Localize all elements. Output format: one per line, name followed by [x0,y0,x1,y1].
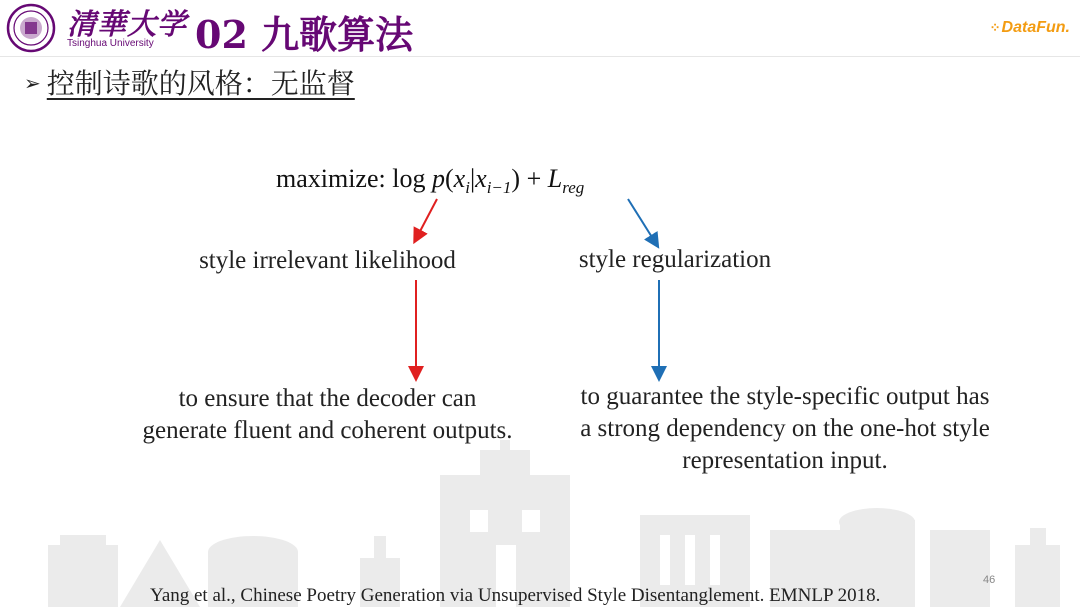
regularization-label: style regularization [578,246,772,273]
blue-diagonal-arrow [628,199,655,242]
arrow-bullet-icon: ➢ [24,71,41,95]
section-heading-text: 控制诗歌的风格：无监督 [46,67,355,100]
formula-L: L [547,164,563,193]
likelihood-description [110,383,545,447]
formula-sub-i: i [465,178,470,198]
formula-close-paren: ) [511,164,521,193]
likelihood-description-line2: generate fluent and coherent outputs. [142,417,513,444]
formula-x-prev: x [475,164,487,193]
page-number: 46 [983,574,996,586]
formula-sub-reg: reg [562,178,585,198]
formula-sub-i-minus-1: i−1 [486,178,512,198]
brand-text: DataFun. [1001,19,1070,36]
formula-bar: | [469,164,476,193]
regularization-description-line2: a strong dependency on the one-hot style [580,415,990,442]
likelihood-label: style irrelevant likelihood [199,247,456,274]
formula-log: log [392,164,426,193]
likelihood-description-line1: to ensure that the decoder can [178,385,477,412]
red-diagonal-arrow [417,199,437,237]
logo-english-text: Tsinghua University [67,38,154,49]
brand-dots-icon: ⁘ [989,20,1000,35]
logo-chinese-text: 清華大学 [67,7,188,41]
regularization-description-line1: to guarantee the style-specific output has [580,383,990,410]
formula-open-paren: ( [444,164,454,193]
regularization-description-line3: representation input. [682,447,888,474]
citation-text: Yang et al., Chinese Poetry Generation via Unsupervised Style Disentanglement. EMNLP 2018. [150,585,881,606]
formula-p: p [431,164,445,193]
formula-prefix: maximize: [276,164,386,193]
formula-x: x [453,164,466,193]
slide-title: 02 九歌算法 [195,12,414,57]
formula-plus: + [520,164,548,193]
regularization-description [555,381,1015,477]
